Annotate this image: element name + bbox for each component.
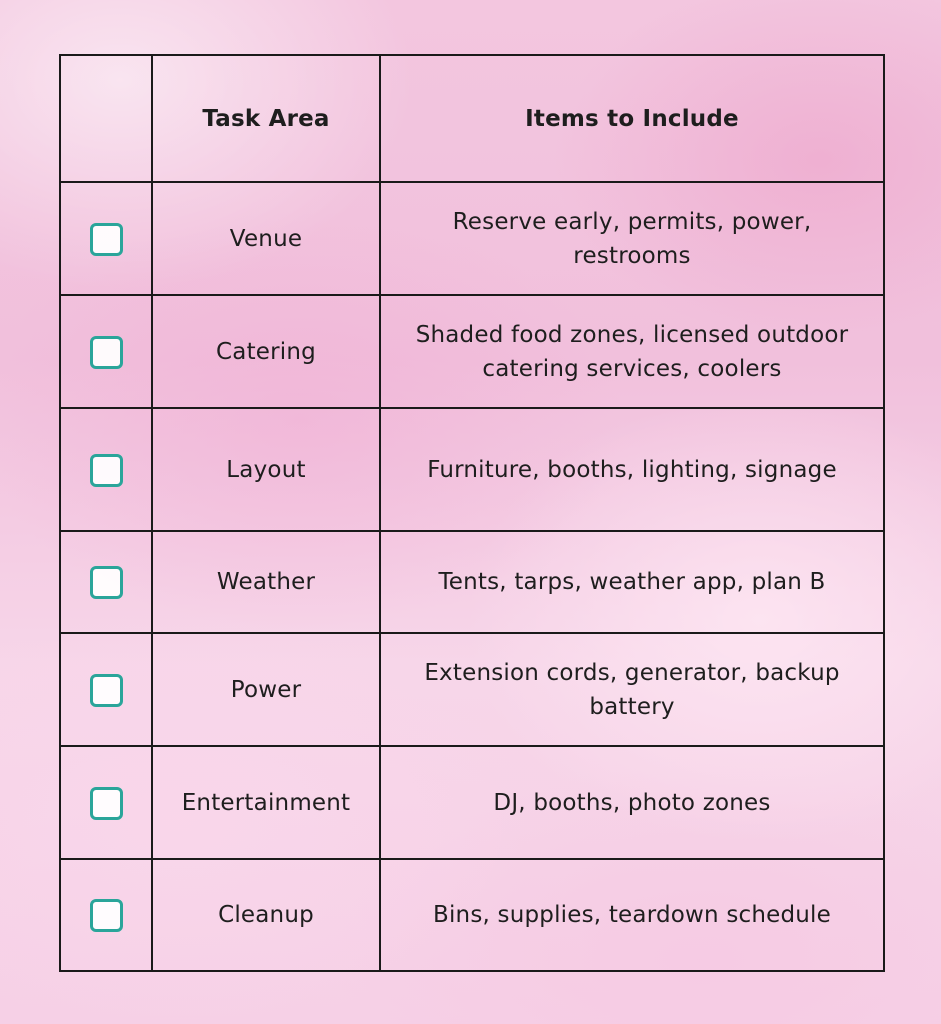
checkbox-weather[interactable] bbox=[90, 566, 123, 599]
checkbox-cell bbox=[60, 182, 152, 295]
checkbox-cleanup[interactable] bbox=[90, 899, 123, 932]
items-cell: DJ, booths, photo zones bbox=[380, 746, 884, 859]
table-row-layout bbox=[60, 408, 884, 531]
table-row-cleanup bbox=[60, 859, 884, 971]
checkbox-cell bbox=[60, 859, 152, 971]
task-area-cell: Power bbox=[152, 633, 380, 746]
task-area-cell: Catering bbox=[152, 295, 380, 408]
checkbox-power[interactable] bbox=[90, 674, 123, 707]
items-cell: Bins, supplies, teardown schedule bbox=[380, 859, 884, 971]
checkbox-cell bbox=[60, 531, 152, 633]
checkbox-layout[interactable] bbox=[90, 454, 123, 487]
checkbox-venue[interactable] bbox=[90, 223, 123, 256]
items-cell: Tents, tarps, weather app, plan B bbox=[380, 531, 884, 633]
header-items-to-include: Items to Include bbox=[380, 55, 884, 182]
checkbox-entertainment[interactable] bbox=[90, 787, 123, 820]
task-area-cell: Layout bbox=[152, 408, 380, 531]
checkbox-cell bbox=[60, 746, 152, 859]
table-row-catering bbox=[60, 295, 884, 408]
task-area-cell: Venue bbox=[152, 182, 380, 295]
items-cell: Extension cords, generator, backup battery bbox=[380, 633, 884, 746]
header-task-area: Task Area bbox=[152, 55, 380, 182]
header-checkbox-column bbox=[60, 55, 152, 182]
checkbox-cell bbox=[60, 295, 152, 408]
checkbox-cell bbox=[60, 408, 152, 531]
table-row-entertainment bbox=[60, 746, 884, 859]
task-area-cell: Cleanup bbox=[152, 859, 380, 971]
header-row bbox=[60, 55, 884, 182]
items-cell: Reserve early, permits, power, restrooms bbox=[380, 182, 884, 295]
task-area-cell: Weather bbox=[152, 531, 380, 633]
items-cell: Shaded food zones, licensed outdoor catering services, coolers bbox=[380, 295, 884, 408]
items-cell: Furniture, booths, lighting, signage bbox=[380, 408, 884, 531]
task-area-cell: Entertainment bbox=[152, 746, 380, 859]
checkbox-cell bbox=[60, 633, 152, 746]
table-row-power bbox=[60, 633, 884, 746]
checkbox-catering[interactable] bbox=[90, 336, 123, 369]
checklist-table bbox=[59, 54, 885, 972]
table-row-weather bbox=[60, 531, 884, 633]
table-row-venue bbox=[60, 182, 884, 295]
